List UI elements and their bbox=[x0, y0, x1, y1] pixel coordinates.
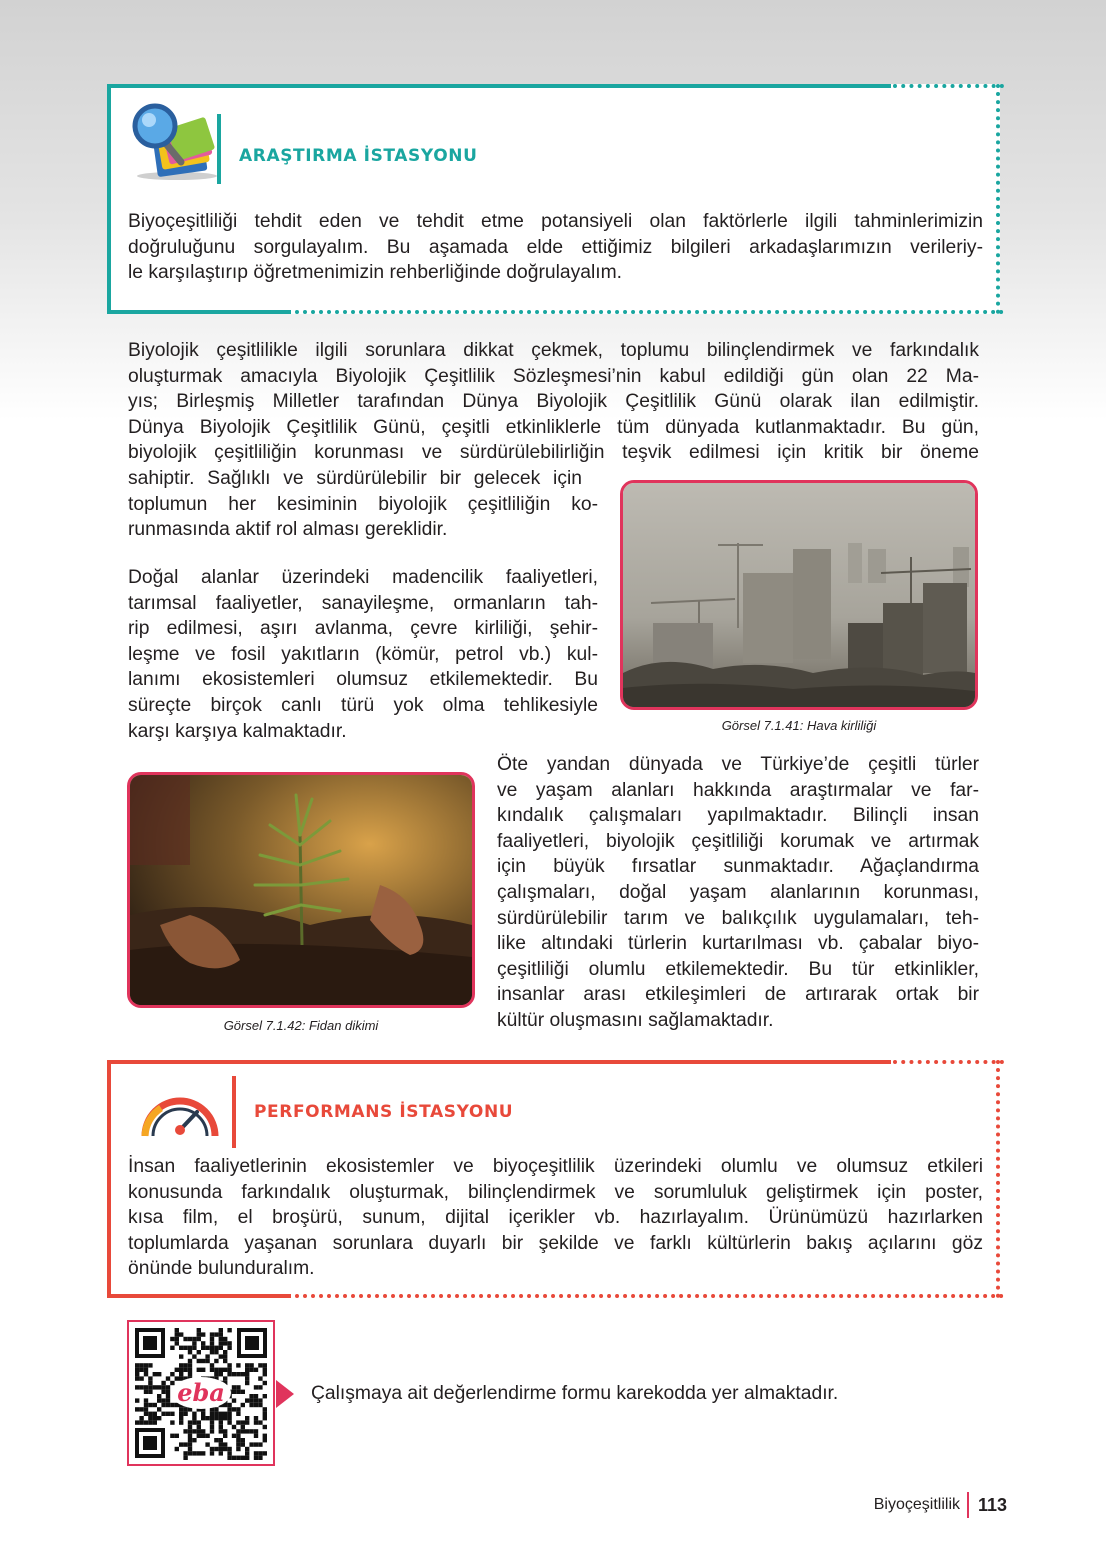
text-line: Biyolojik çeşitlilikle ilgili sorunlara dikkat çekmek, toplumu bilinçlendirmek ve farkındalık bbox=[128, 340, 979, 361]
footer-divider bbox=[967, 1492, 969, 1518]
text-line: Öte yandan dünyada ve Türkiye’de çeşitli türler bbox=[497, 754, 979, 775]
text-line: rip edilmesi, aşırı avlanma, çevre kirliliği, şehir- bbox=[128, 618, 598, 640]
text-line: leşme ve fosil yakıtların (kömür, petrol vb.) kul- bbox=[128, 643, 598, 665]
text-line: İnsan faaliyetlerinin ekosistemler ve biyoçeşitlilik üzerindeki olumlu ve olumsuz etkileri bbox=[128, 1156, 983, 1177]
text-line: Dünya Biyolojik Çeşitlilik Günü, çeşitli etkinliklerle tüm dünyada kutlanmaktadır. Bu gün, bbox=[128, 416, 979, 438]
seedling-photo bbox=[127, 772, 475, 1008]
pointer-arrow-icon bbox=[276, 1380, 294, 1408]
text-line: sahiptir. Sağlıklı ve sürdürülebilir bir gelecek için bbox=[128, 468, 582, 489]
performance-station-title: PERFORMANS İSTASYONU bbox=[254, 1102, 514, 1122]
title-divider bbox=[217, 114, 221, 184]
text-line: le karşılaştırıp öğretmenimizin rehberliğinde doğrulayalım. bbox=[128, 262, 623, 284]
magnifier-books-icon bbox=[129, 98, 219, 182]
research-station-text bbox=[128, 209, 983, 286]
text-line: insanlar arası etkileşimleri de artırarak ortak bir bbox=[497, 984, 979, 1006]
text-line: like altındaki türlerin kurtarılması vb. çabalar biyo- bbox=[497, 933, 979, 955]
paragraph-threats bbox=[128, 565, 598, 744]
paragraph-biodiversity-day-cont bbox=[128, 466, 598, 543]
seedling-caption: Görsel 7.1.42: Fidan dikimi bbox=[223, 1018, 379, 1033]
text-line: çalışmaları, doğal yaşam alanlarının korunması, bbox=[497, 881, 979, 903]
qr-pattern bbox=[129, 1322, 273, 1464]
text-line: toplumlarda yaşanan sorunlara duyarlı bir şekilde ve farklı kültürlerin bakış açılarını göz bbox=[128, 1232, 983, 1254]
text-line: faaliyetleri, biyolojik çeşitliliği korumak ve artırmak bbox=[497, 830, 979, 852]
text-line: için büyük fırsatlar sunmaktadır. Ağaçlandırma bbox=[497, 856, 979, 878]
city-smog-illustration bbox=[623, 483, 975, 707]
text-line: sürdürülebilir tarım ve balıkçılık uygulamaları, teh- bbox=[497, 907, 979, 929]
text-line: çeşitliliği olumlu etkilemektedir. Bu tür etkinlikler, bbox=[497, 958, 979, 980]
text-line: tarımsal faaliyetler, sanayileşme, ormanların tah- bbox=[128, 592, 598, 614]
tree-planting-illustration bbox=[130, 775, 472, 1005]
air-pollution-caption: Görsel 7.1.41: Hava kirliliği bbox=[721, 718, 877, 733]
text-line: kındalık çalışmaları yapılmaktadır. Bilinçli insan bbox=[497, 805, 979, 827]
performance-station-text bbox=[128, 1154, 983, 1282]
paragraph-biodiversity-day bbox=[128, 338, 979, 466]
text-line: ve yaşam alanları hakkında araştırmalar ve far- bbox=[497, 779, 979, 801]
page-number: 113 bbox=[978, 1495, 1008, 1515]
text-line: runmasında aktif rol alması gereklidir. bbox=[128, 519, 448, 541]
qr-note: Çalışmaya ait değerlendirme formu karekodda yer almaktadır. bbox=[311, 1383, 839, 1404]
text-line: Biyoçeşitliliği tehdit eden ve tehdit etme potansiyeli olan faktörlerle ilgili tahminlerimizin bbox=[128, 211, 983, 232]
text-line: önünde bulunduralım. bbox=[128, 1258, 315, 1280]
speedometer-icon bbox=[139, 1086, 221, 1142]
research-station-box bbox=[107, 84, 1000, 314]
footer-section-name: Biyoçeşitlilik bbox=[873, 1496, 960, 1513]
text-line: kısa film, el broşürü, sunum, dijital içerikler vb. hazırlayalım. Ürünümüzü hazırlarken bbox=[128, 1207, 983, 1229]
text-line: doğruluğunu sorgulayalım. Bu aşamada elde ettiğimiz bilgileri arkadaşlarımızın verileriy- bbox=[128, 236, 983, 258]
text-line: Doğal alanlar üzerindeki madencilik faaliyetleri, bbox=[128, 567, 598, 588]
air-pollution-photo bbox=[620, 480, 978, 710]
text-line: yıs; Birleşmiş Milletler tarafından Dünya Biyolojik Çeşitlilik Günü olarak ilan edilmiştir. bbox=[128, 391, 979, 413]
text-line: lanımı ekosistemleri olumsuz etkilemektedir. Bu bbox=[128, 669, 598, 691]
qr-code[interactable] bbox=[127, 1320, 275, 1466]
eba-logo: eba bbox=[177, 1378, 225, 1407]
text-line: kültür oluşmasını sağlamaktadır. bbox=[497, 1009, 774, 1031]
paragraph-positive-actions bbox=[497, 752, 979, 1034]
text-line: karşı karşıya kalmaktadır. bbox=[128, 720, 347, 742]
text-line: süreçte birçok canlı türü yok olma tehlikesiyle bbox=[128, 694, 598, 716]
title-divider bbox=[232, 1076, 236, 1148]
text-line: toplumun her kesiminin biyolojik çeşitliliğin ko- bbox=[128, 493, 598, 515]
performance-station-box bbox=[107, 1060, 1000, 1298]
text-line: konusunda farkındalık oluşturmak, bilinçlendirmek ve sorumluluk geliştirmek için poster, bbox=[128, 1181, 983, 1203]
text-line: biyolojik çeşitliliğin korunması ve sürdürülebilirliğin teşvik edilmesi için kritik bir öneme bbox=[128, 442, 979, 464]
text-line: oluşturmak amacıyla Biyolojik Çeşitlilik Sözleşmesi’nin kabul edildiği gün olan 22 Ma- bbox=[128, 365, 979, 387]
research-station-title: ARAŞTIRMA İSTASYONU bbox=[239, 146, 478, 166]
